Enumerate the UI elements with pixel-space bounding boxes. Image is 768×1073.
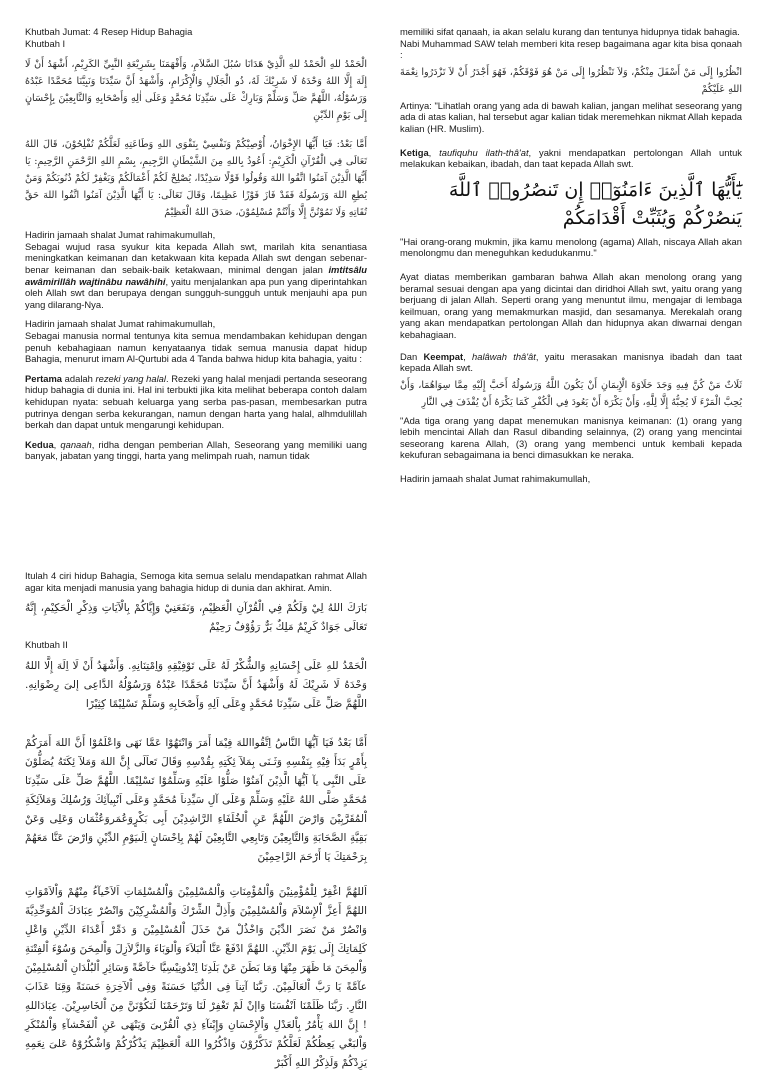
document-title: Khutbah Jumat: 4 Resep Hidup Bahagia bbox=[25, 26, 193, 37]
hadith-translation: Artinya: "Lihatlah orang yang ada di bawah kalian, jangan melihat seseorang yang ada di atas kalian, hal tersebut agar kalian tidak meremehkan nikmat Allah kepada kalian (HR. Muslim). bbox=[400, 99, 742, 134]
page1-left-column bbox=[25, 26, 367, 462]
arabic-khutbah2-shalawat: أَمَّا بَعْدُ فَيَا اَيُّهَا النَّاسُ اِتَّقُوااللهَ فِيْمَا أَمَرَ وَانْتَهُوْا عَمَّا نَهَى وَاعْلَمُوْا أَنَّ اللهَ أَمَرَكُمْ بِأَمْرٍ بَدَأَ فِيْهِ بِنَفْسِهِ وَثَـنَى بِمَلآ ئِكَتِهِ بِقُدْسِهِ وَقَالَ تَعاَلَى إِنَّ اللهَ وَمَلآ ئِكَتَهُ يُصَلُّوْنَ عَلَى النَّبِى يآ اَيُّهَا الَّذِيْنَ آمَنُوْا صَلُّوْا عَلَيْهِ وَسَلِّمُوْا تَسْلِيْمًا. اللَّهُمَّ صَلِّ عَلَى سَيِّدِنَا مُحَمَّدٍ صَلَّى اللهُ عَلَيْهِ وَسَلِّمْ وَعَلَى آلِ سَيِّدِناَ مُحَمَّدٍ وَعَلَى اَنْبِيآئِكَ وَرُسُلِكَ وَمَلآئِكَةِ اْلمُقَرَّبِيْنَ وَارْضَ اللّهُمَّ عَنِ اْلخُلَفَاءِ الرَّاشِدِيْنَ أَبِى بَكْرٍوَعُمَروَعُثْمَان وَعَلِى وَعَنْ بَقِيَّةِ الصَّحَابَةِ وَالتَّابِعِيْنَ وَتَابِعِي التَّابِعِيْنَ لَهُمْ بِاِحْسَانٍ اِلَىيَوْمِ الدِّيْنِ وَارْضَ عَنَّا مَعَهُمْ بِرَحْمَتِكَ يَا أَرْحَمَ الرَّاحِمِيْنَ bbox=[25, 736, 367, 863]
imtitsalu-phrase: imtitsâlu awâmirillâh wajtinâbu nawâhihi bbox=[25, 263, 367, 287]
page2-column bbox=[25, 570, 367, 1073]
arabic-quran-verse: يَٰٓأَيُّهَا ٱلَّذِينَ ءَامَنُوٓا۟ إِن تَنصُرُوا۟ ٱللَّهَ يَنصُرْكُمْ وَيُثَبِّتْ أَقْدَامَكُمْ bbox=[448, 178, 742, 229]
arabic-khutbah2-opening: الْحَمْدُ للهِ عَلَى إِحْسَانِهِ وَالشُّكْرُ لَهُ عَلَى تَوْفِيْقِهِ وَاِمْتِنَانِهِ. وَأَشْهَدُ أَنْ لَا اِلَهَ إِلَّا اللهُ وَحْدَهُ لَا شَرِيْكَ لَهُ وَأَشْهَدُ أَنَّ سَيِّدَنَا مُحَمَّدًا عَبْدُهُ وَرَسُوْلُهُ الدَّاعِى إلىَ رِضْوَانِهِ. اللَّهُمَّ صَلِّ عَلَى سَيِّدِنَا مُحَمَّدٍ وِعَلَى اَلِهِ وَأَصْحَابِهِ وَسَلِّمْ تَسْلِيْمًا كِثِيْرًا bbox=[25, 659, 367, 710]
hadirin-greeting: Hadirin jamaah shalat Jumat rahimakumullah, bbox=[400, 473, 591, 485]
arabic-khutbah2-dua: اَللهُمَّ اغْفِرْ لِلْمُؤْمِنِيْنَ وَاْلمُؤْمِنَاتِ وَاْلمُسْلِمِيْنَ وَاْلمُسْلِمَاتِ اَلاَحْيآءُ مِنْهُمْ وَاْلاَمْوَاتِ اللهُمَّ أَعِزَّ اْلإِسْلاَمَ وَاْلمُسْلِمِيْنَ وَأَذِلَّ الشِّرْكَ وَاْلمُشْرِكِيْنَ وَانْصُرْ عِبَادَكَ اْلمُوَحِّدِيَّةَ وَانْصُرْ مَنْ نَصَرَ الدِّيْنَ وَاخْذُلْ مَنْ خَذَلَ اْلمُسْلِمِيْنَ وَ دَمِّرْ أَعْدَاءَ الدِّيْنِ وَاعْلِ كَلِمَاتِكَ إِلَى يَوْمَ الدِّيْنِ. اللهُمَّ ادْفَعْ عَنَّا اْلبَلاَءَ وَاْلوَبَاءَ وَالزَّلاَزِلَ وَاْلمِحَنَ وَسُوْءَ اْلفِتْنَةِ وَاْلمِحَنَ مَا ظَهَرَ مِنْهَا وَمَا بَطَنَ عَنْ بَلَدِنَا اِنْدُونِيْسِيَّا خآصَّةً وَسَائِرِ اْلبُلْدَانِ اْلمُسْلِمِيْنَ عآمَّةً يَا رَبَّ اْلعَالَمِيْنَ. رَبَّنَا آتِناَ فِى الدُّنْيَا حَسَنَةً وَفِى اْلآخِرَةِ حَسَنَةً وَقِنَا عَذَابَ النَّارِ. رَبَّنَا ظَلَمْنَا اَنْفُسَنَا وَاإنْ لَمْ تَغْفِرْ لَنَا وَتَرْحَمْنَا لَنَكُوْنَنَّ مِنَ اْلخَاسِرِيْنَ. عِبَادَاللهِ ! إِنَّ اللهَ يَأْمُرُ بِاْلعَدْلِ وَاْلإِحْسَانِ وَإِيْتآءِ ذِي اْلقُرْبىَ وَيَنْهَى عَنِ اْلفَحْشآءِ وَاْلمُنْكَرِ وَاْلبَغْي يَعِظُكُمْ لَعَلَّكُمْ تَذَكَّرُوْنَ وَاذْكُرُوا اللهَ اْلعَظِيْمَ يَذْكُرْكُمْ وَاشْكُرُوْهُ عَلىَ نِعَمِهِ يَزِدْكُمْ وَلَذِكْرُ اللهِ أَكْبَرْ bbox=[25, 885, 367, 1069]
kedua-continuation: memiliki sifat qanaah, ia akan selalu kurang dan tentunya hidupnya tidak bahagia. bbox=[400, 26, 740, 37]
arabic-hadith-qanaah: انْظُرُوا إِلَى مَنْ أَسْفَلَ مِنْكُمْ، وَلاَ تَنْظُرُوا إِلَى مَنْ هُوَ فَوْقَكُمْ، فَهُوَ أَجْدَرُ أَنْ لاَ تَزْدَرُوا نِعْمَةَ اللهِ عَلَيْكُمْ bbox=[400, 66, 742, 95]
paragraph-taqwa: Sebagai wujud rasa syukur kita kepada Allah swt, marilah kita senantiasa meningkatkan keimanan dan ketakwaan kita kepada Allah swt dengan sebenar-benar keimanan dan sebaik-baik ketakwaan, minimal dengan jalan imtitsâlu awâmirillâh wajtinâbu nawâhihi, yaitu menjalankan apa pun yang diperintahkan oleh Allah swt dan berupaya dengan sungguh-sungguh untuk menjauhi apa pun yang dilarang-Nya. bbox=[25, 240, 367, 310]
hadirin-greeting: Hadirin jamaah shalat Jumat rahimakumullah, bbox=[25, 318, 216, 330]
khutbah-1-label: Khutbah I bbox=[25, 37, 66, 49]
arabic-hadith-sweetness: ثَلَاثٌ مَنْ كُنَّ فِيهِ وَجَدَ حَلَاوَةَ الْإِيمَانِ أَنْ يَكُونَ اللَّهُ وَرَسُولُهُ أَحَبَّ إِلَيْهِ مِمَّا سِوَاهُمَا، وَأَنْ يُحِبَّ الْمَرْءَ لَا يُحِبُّهُ إِلَّا لِلَّهِ، وَأَنْ يَكْرَهَ أَنْ يَعُودَ فِي الْكُفْرِ كَمَا يَكْرَهُ أَنْ يُقْذَفَ فِي النَّارِ bbox=[400, 379, 742, 408]
arabic-opening-prayer: الْحَمْدُ للهِ الْحَمْدُ للهِ الَّذِيْ هَدَانَا سُبُلَ السَّلاَمِ، وَأَفْهَمَنَا بِشَرِيْعَةِ النَّبِيِّ الكَرِيْمِ، أَشْهَدُ أَنْ لَا إِلَهَ إِلَّا اللهُ وَحْدَهُ لَا شَرِيْكَ لَهُ، ذُو الْجَلَالِ وَالْإِكْرَامِ، وَأَشْهَدُ أَنَّ سَيِّدَنَا وَنَبِيَّنَا مُحَمَّدًا عَبْدُهُ وَرَسُوْلُهُ، اللَّهُمَّ صَلِّ وَسَلِّمْ وَبَارِكْ عَلَى سَيِّدِنَا مُحَمَّدٍ وَعَلَى اٰلِهِ وَأَصْحَابِهِ وَالتَّابِعِيْنَ بِإِحْسَانٍ إِلَى يَوْمِ الدِّيْنِ bbox=[25, 59, 367, 122]
arabic-taqwa-exhortation: أَمَّا بَعْدُ: فَيَا أَيُّهَا الإِخْوَانُ، أُوْصِيْكُمْ وَنَفْسِيْ بِتَقْوَى اللهِ وَطَاعَتِهِ لَعَلَّكُمْ تُفْلِحُوْنَ، قَالَ اللهُ تَعَالَى فِي الْقُرْآنِ الْكَرِيْمِ: أَعُوذُ بِاللهِ مِنَ الشَّيْطَانِ الرَّجِيمِ، بِسْمِ اللهِ الرَّحْمَنِ الرَّحِيمِ: يَا أَيُّهَا الَّذِيْنَ آمَنُوا اتَّقُوا اللهَ وَقُولُوا قَوْلًا سَدِيْدًا، يُصْلِحْ لَكُمْ أَعْمَالَكُمْ وَيَغْفِرْ لَكُمْ ذُنُوبَكُمْ وَمَنْ يُطِعِ اللهَ وَرَسُولَهُ فَقَدْ فَازَ فَوْزًا عَظِيمًا، وَقَالَ تَعَالَى: يَا أَيُّهَا الَّذِيْنَ آمَنُوا اتَّقُوا اللهَ حَقَّ تُقَاتِهِ وَلَا تَمُوْتُنَّ إِلَّا وَأَنْتُمْ مُسْلِمُوْنَ، صَدَقَ اللهُ الْعَظِيْمُ bbox=[25, 139, 367, 219]
arabic-barakallah: بَارَكَ اللهُ لِيْ وَلَكُمْ فِي الْقُرْآنِ الْعَظِيْمِ، وَنَفَعَنِيْ وَإِيَّاكُمْ بِالْآيَاتِ وَذِكْرِ الْحَكِيْمِ، إِنَّهُ تَعَالَى جَوَادٌ كَرِيْمٌ مَلِكٌ بَرٌّ رَؤُوْفٌ رَحِيْمٌ bbox=[25, 602, 367, 634]
hadith-sweetness-translation: "Ada tiga orang yang dapat menemukan manisnya keimanan: (1) orang yang lebih mencintai Allah dan Rasul dibanding selainnya, (2) orang yang mencintai seseorang karena Allah, (3) orang yang membenci untuk kembali kepada kekufuran sebagaimana ia benci dimasukkan ke neraka. bbox=[400, 414, 742, 461]
nabi-recipe: Nabi Muhammad SAW telah memberi kita resep bagaimana agar kita bisa qonaah : bbox=[400, 37, 742, 61]
point-pertama: Pertama adalah rezeki yang halal. Rezeki yang halal menjadi pertanda seseorang hidup bahagia di dunia ini. Hal ini terbukti jika kita melihat beberapa contoh dalam kehidupan nyata: sebuah keluarga yang serba pas-pasan, membesarkan putra putrinya dengan serba kekurangan, namun dengan harta yang halal, alhmdulillah berkah dan dapat untuk mengarungi kehidupan. bbox=[25, 372, 367, 431]
verse-explanation: Ayat diatas memberikan gambaran bahwa Allah akan menolong orang yang beramal sesuai dengan apa yang dicintai dan diridhoi Allah swt, yaitu orang yang berjuang di jalan Allah. Seperti orang yang menuntut ilmu, mengajar di lembaga keilmuan, orang yang memakmurkan masjid, dan sesamanya. Merekalah orang yang akan mendapatkan pertolongan Allah dan hidupnya akan diwarnai dengan kebahagiaan. bbox=[400, 270, 742, 340]
verse-translation: "Hai orang-orang mukmin, jika kamu menolong (agama) Allah, niscaya Allah akan menolongmu dan meneguhkan kedudukanmu." bbox=[400, 235, 742, 259]
point-keempat: Dan Keempat, halâwah thâ'ât, yaitu merasakan manisnya ibadah dan taat kepada Allah swt. bbox=[400, 350, 743, 374]
point-kedua: Kedua, qanaah, ridha dengan pemberian Allah, Seseorang yang memiliki uang banyak, jabatan yang tinggi, harta yang melimpah ruah, namun tidak bbox=[25, 438, 367, 462]
hadirin-greeting: Hadirin jamaah shalat Jumat rahimakumullah, bbox=[25, 229, 216, 241]
paragraph-happiness: Sebagai manusia normal tentunya kita semua mendambakan kehidupan dengan penuh kebahagiaan namun kenyataanya tidak semua manusia dapat hidup Bahagia, menurut imam Al-Qurtubi ada 4 Tanda bahwa hidup kita bahagia, yaitu : bbox=[25, 329, 367, 365]
page1-right-column bbox=[400, 26, 742, 485]
khutbah-2-label: Khutbah II bbox=[25, 639, 68, 651]
closing-paragraph: Itulah 4 ciri hidup Bahagia, Semoga kita semua selalu mendapatkan rahmat Allah agar kita menjadi manusia yang bahagia hidup di dunia dan akhirat. Amin. bbox=[25, 570, 367, 593]
point-ketiga: Ketiga, taufiquhu ilath-thâ'at, yakni mendapatkan pertolongan Allah untuk melakukan kebaikan, ibadah, dan taat kepada Allah swt. bbox=[400, 146, 742, 170]
